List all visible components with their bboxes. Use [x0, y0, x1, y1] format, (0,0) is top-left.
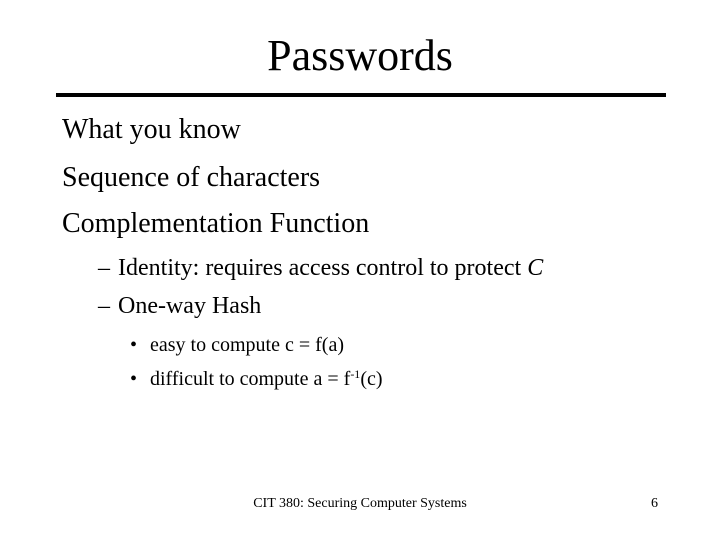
sub-bullet-identity — [98, 254, 543, 282]
title-divider — [56, 93, 666, 97]
identity-variable: C — [527, 255, 544, 281]
one-way-text: One-way Hash — [118, 293, 262, 319]
sub-sub-bullet-difficult — [130, 367, 383, 391]
sub-sub-bullet-easy — [130, 333, 344, 357]
sub-bullet-one-way-hash — [98, 292, 261, 320]
bullet-sequence-of-characters: Sequence of characters — [62, 162, 321, 193]
slide-footer: CIT 380: Securing Computer Systems — [253, 496, 467, 511]
page-number: 6 — [651, 496, 658, 511]
bullet-marker: • — [130, 368, 138, 390]
easy-text: easy to compute c = f(a) — [150, 334, 344, 356]
slide-title: Passwords — [267, 31, 453, 80]
bullet-what-you-know: What you know — [62, 114, 241, 145]
bullet-marker: • — [130, 334, 138, 356]
bullet-complementation-function: Complementation Function — [62, 208, 370, 239]
identity-text: Identity: requires access control to protect — [118, 255, 528, 281]
dash-marker: – — [98, 293, 110, 319]
difficult-suffix: (c) — [360, 368, 383, 390]
difficult-text: difficult to compute a = f — [150, 368, 351, 390]
inverse-superscript: -1 — [350, 367, 361, 381]
dash-marker: – — [98, 255, 110, 281]
